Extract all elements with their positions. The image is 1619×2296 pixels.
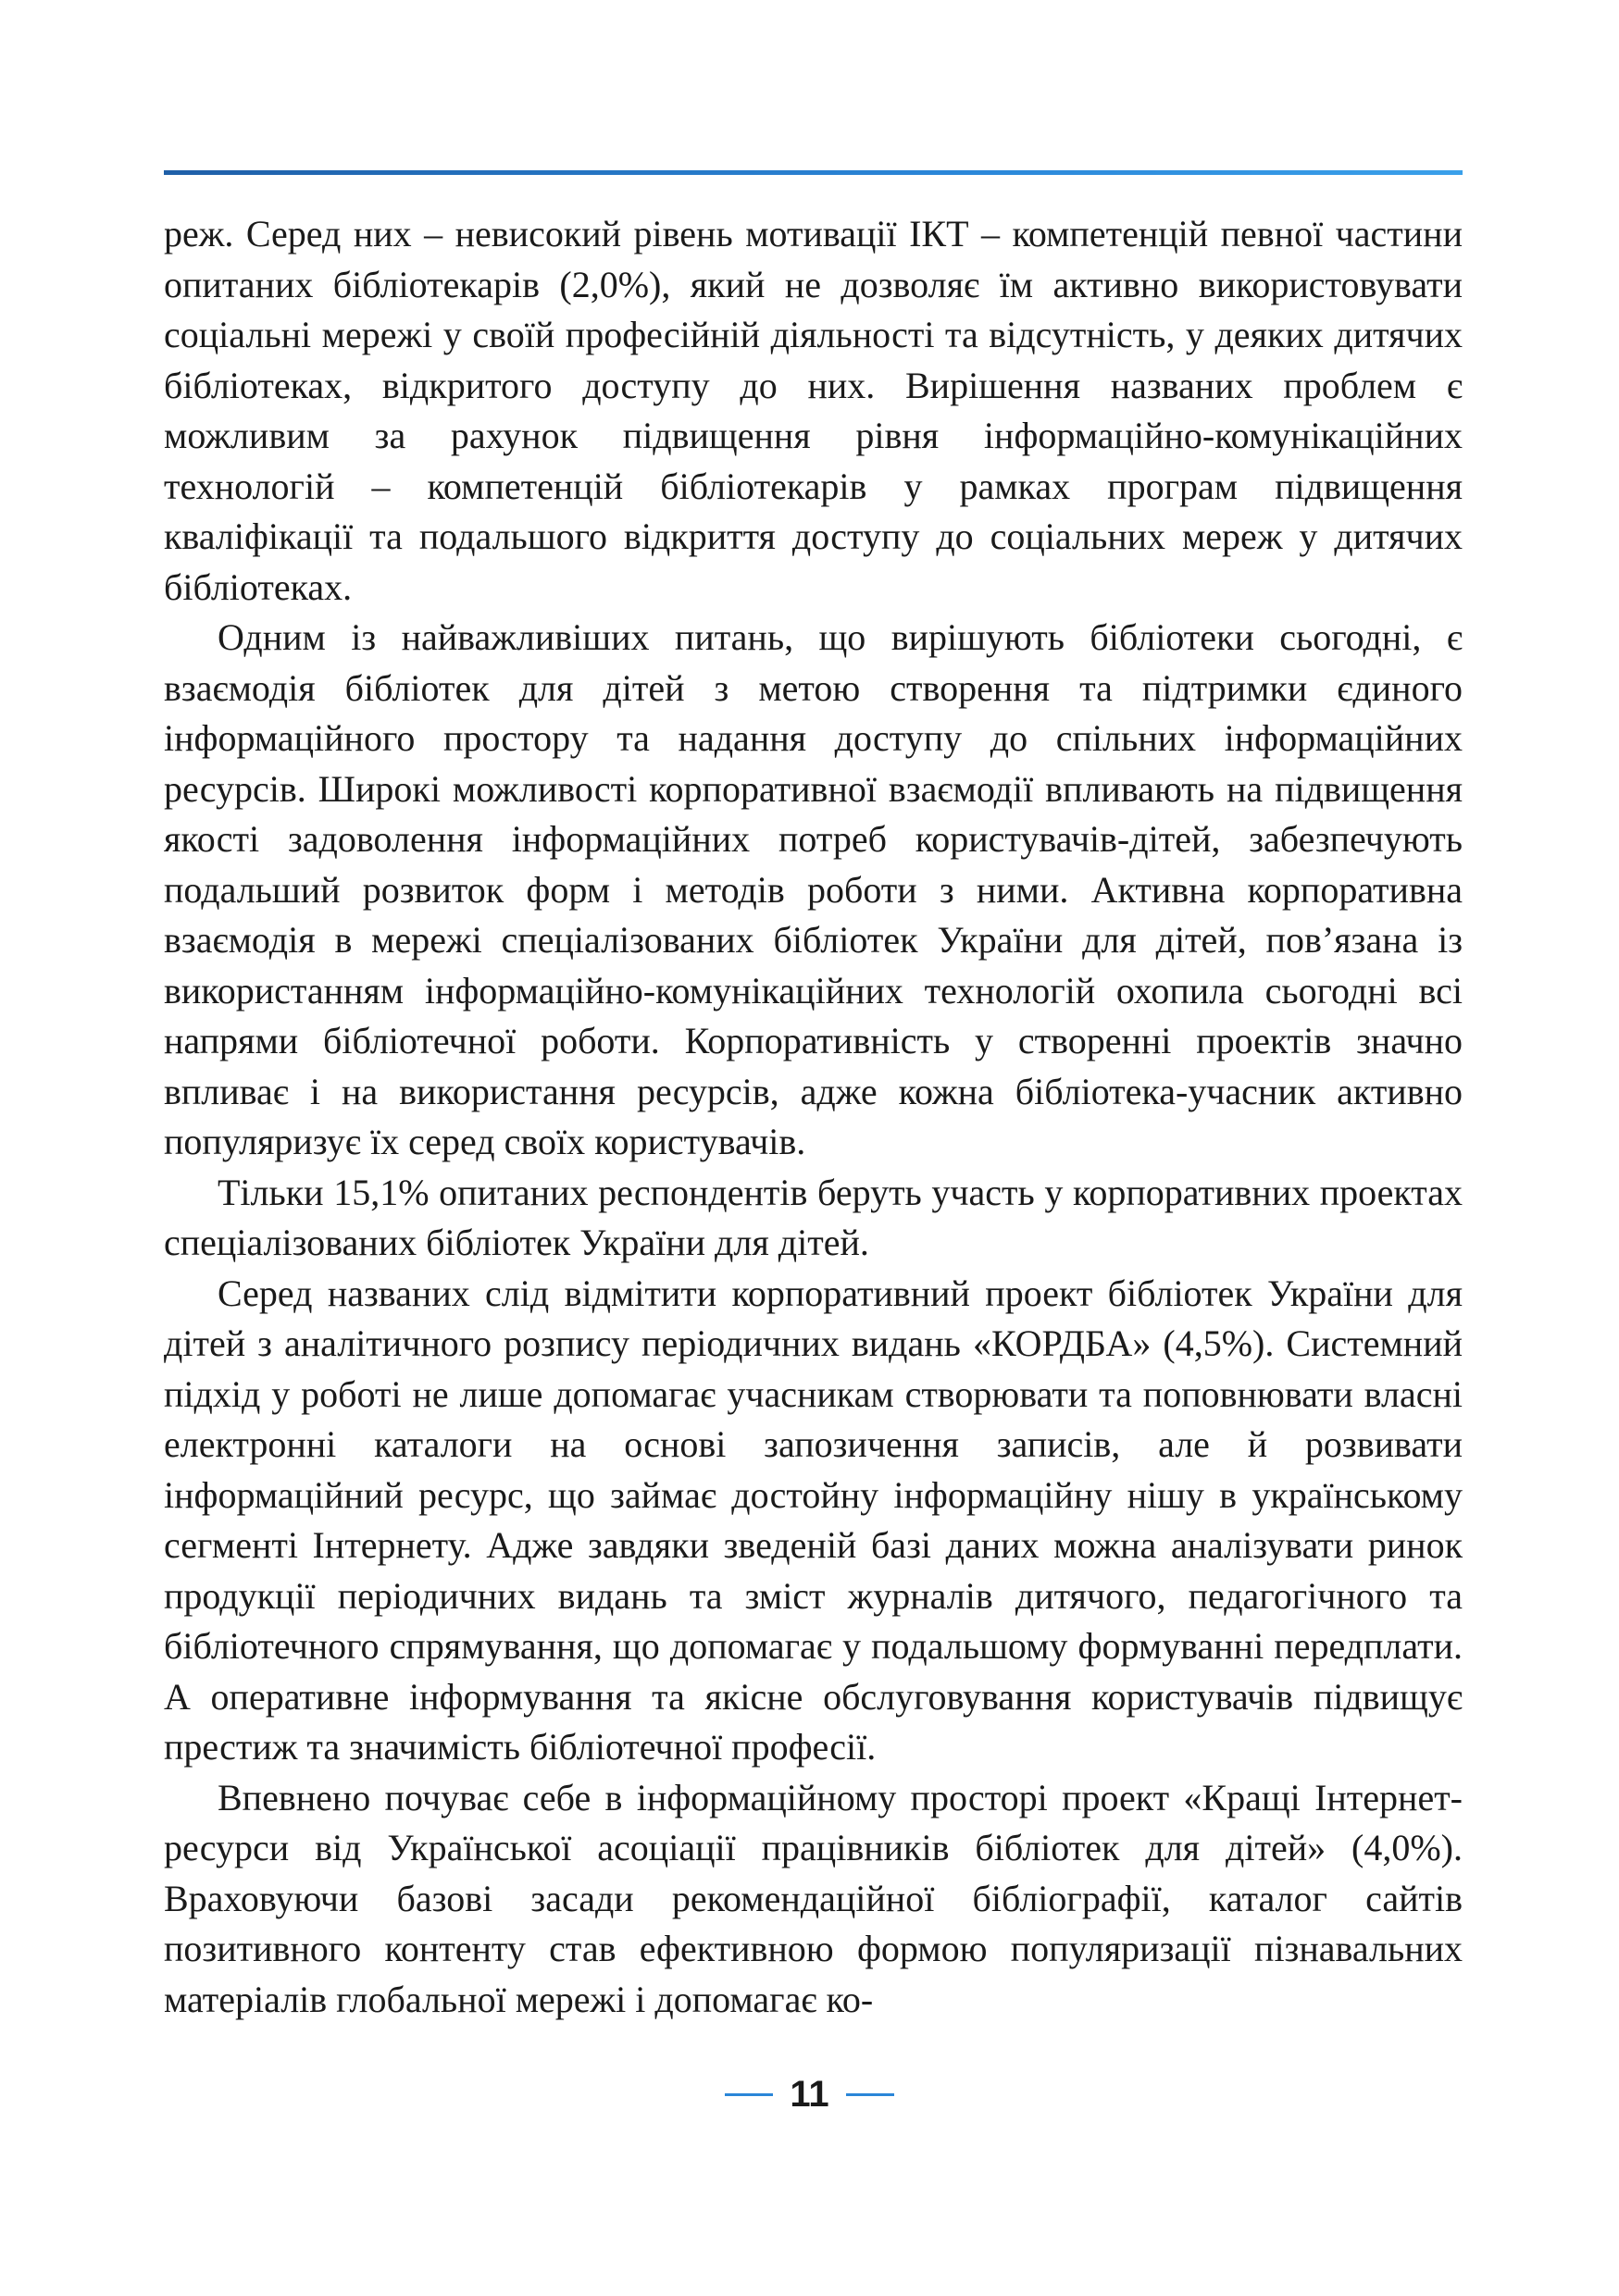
paragraph-2: Одним із найважливіших питань, що вирішують бібліотеки сьогодні, є взаємодія бібліотек для дітей з метою створення та підтримки єдиного інформаційного простору та надання доступу до спільних інформаційних ресурсів. Широкі можливості корпоративної взаємодії впливають на підвищення якості задоволення інформаційних потреб користувачів-дітей, забезпечують подальший розвиток форм і методів роботи з ними. Активна корпоративна взаємодія в мережі спеціалізованих бібліотек України для дітей, пов’язана із використанням інформаційно-комунікаційних технологій охопила сьогодні всі напрями бібліотечної роботи. Корпоративність у створенні проектів значно впливає і на використання ресурсів, адже кожна бібліотека-учасник активно популяризує їх серед своїх користувачів.	[164, 616, 1463, 1162]
footer-dash-right	[846, 2093, 894, 2096]
page-footer	[0, 2076, 1619, 2113]
paragraph-4: Серед названих слід відмітити корпоративний проект бібліотек України для дітей з аналітичного розпису періодичних видань «КОРДБА» (4,5%). Системний підхід у роботі не лише допомагає учасникам створювати та поповнювати власні електронні каталоги на основі запозичення записів, але й розвивати інформаційний ресурс, що займає достойну інформаційну нішу в українському сегменті Інтернету. Адже завдяки зведеній базі даних можна аналізувати ринок продукції періодичних видань та зміст журналів дитячого, педагогічного та бібліотечного спрямування, що допомагає у подальшому формуванні передплати. А оперативне інформування та якісне обслуговування користувачів підвищує престиж та значимість бібліотечної професії.	[164, 1272, 1463, 1768]
body-text	[164, 209, 1463, 2025]
header-rule	[164, 170, 1463, 175]
paragraph-3: Тільки 15,1% опитаних респондентів беруть участь у корпоративних проектах спеціалізованих бібліотек України для дітей.	[164, 1171, 1463, 1263]
paragraph-5: Впевнено почуває себе в інформаційному просторі проект «Кращі Інтернет-ресурси від Української асоціації працівників бібліотек для дітей» (4,0%). Враховуючи базові засади рекомендаційної бібліографії, каталог сайтів позитивного контенту став ефективною формою популяризації пізнавальних матеріалів глобальної мережі і допомагає ко-	[164, 1776, 1463, 2020]
footer-dash-left	[725, 2093, 773, 2096]
page-number: 11	[790, 2074, 829, 2115]
paragraph-1: реж. Серед них – невисокий рівень мотивації ІКТ – компетенцій певної частини опитаних бібліотекарів (2,0%), який не дозволяє їм активно використовувати соціальні мережі у своїй професійній діяльності та відсутність, у деяких дитячих бібліотеках, відкритого доступу до них. Вирішення названих проблем є можливим за рахунок підвищення рівня інформаційно-комунікаційних технологій – компетенцій бібліотекарів у рамках програм підвищення кваліфікації та подальшого відкриття доступу до соціальних мереж у дитячих бібліотеках.	[164, 213, 1463, 608]
